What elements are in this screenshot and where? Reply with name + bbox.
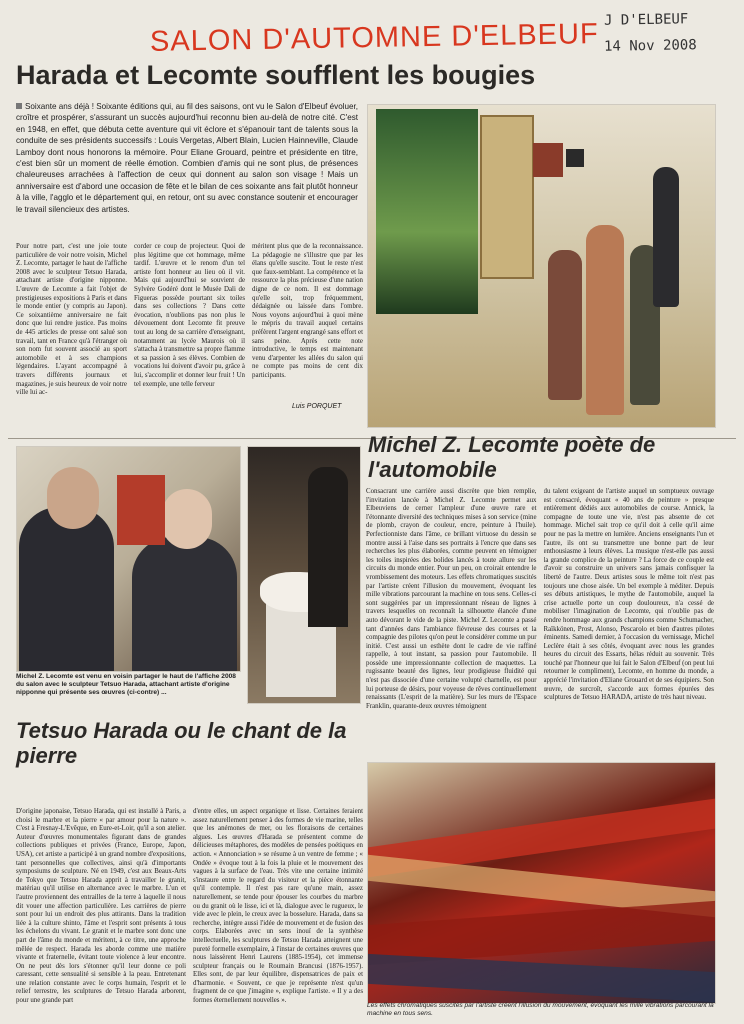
intro-column-2 [134, 243, 245, 403]
section-kicker: SALON D'AUTOMNE D'ELBEUF [149, 18, 599, 58]
lecomte-subheading: Michel Z. Lecomte poète de l'automobile [368, 432, 656, 482]
red-streak-2 [368, 901, 715, 965]
intro-col-1-text: Pour notre part, c'est une joie toute particulière de voir notre voisin, Michel Z. Lecomte, partager le haut de l'affiche 2008 avec le sculpteur Tetsuo Harada, attachant artiste d'origine nipponne. L'œuvre de Lecomte a fait l'objet de prestigieuses expositions à Paris et dans le monde entier (y compris au Japon). Ce soixantième anniversaire ne fait donc que lui rendre justice. Pas moins de 445 articles de presse ont salué son travail, tant en France qu'à l'étranger où son nom fut souvent associé au sport automobile et à ses champions légendaires. L'ayant accompagné à travers différents journaux et magazines, je suis heureux de voir notre ville lui ac- [16, 243, 127, 397]
standing-visitor-shape [308, 467, 348, 627]
harada-column-1 [16, 808, 186, 1020]
lecomte-columns [366, 488, 714, 750]
visitor-figure-1 [548, 250, 582, 400]
face-shape-1 [47, 467, 99, 529]
harada-columns [16, 808, 363, 1020]
intro-col-2-text: corder ce coup de projecteur. Quoi de plus légitime que cet hommage, même tardif. L'œuvre et le renom d'un tel artiste font honneur au lieu où il vit. Mais qui aujourd'hui se souvient de Sylvère Godéré dont le Musée Dali de Figueras possède pourtant six toiles dans ses collections ? Dans cette évocation, n'oublions pas non plus le dévouement dont Lecomte fit preuve tout au long de sa carrière d'enseignant, notamment au lycée Maurois où il s'attacha à transmettre sa propre flamme et sa passion à ses élèves. Combien de vocations lui doivent d'avoir pu, grâce à lui, s'accomplir et donner leur fruit ! Un tel exemple, une telle ferveur [134, 243, 245, 388]
blue-streak [368, 954, 715, 1002]
harada-subheading: Tetsuo Harada ou le chant de la pierre [16, 718, 347, 768]
author-signature: Luis PORQUET [292, 403, 342, 410]
portrait-photo [16, 446, 241, 672]
sculpture-photo [247, 446, 361, 704]
person-harada-shape [132, 537, 237, 671]
intro-col-3-text: méritent plus que de la reconnaissance. La pédagogie ne s'illustre que par les élans qu'elle suscite. Tout le reste n'est que faux-semblant. La compétence et la ressource la plus précieuse d'une nation digne de ce nom. Il est dommage qu'elle soit, trop fréquemment, dédaignée ou laissée dans l'ombre. Nous voyons aujourd'hui à quoi mène le mépris du travail auquel certains préfèrent l'argent engrangé sans effort et sans peine. Après cette note introductive, le temps est maintenant venu d'arpenter les allées du salon qui ne compte pas moins de cent dix participants. [252, 243, 363, 379]
headline: Harada et Lecomte soufflent les bougies [16, 60, 536, 90]
intro-columns [16, 243, 363, 403]
person-lecomte-shape [19, 507, 114, 671]
harada-col-2-text: d'entre elles, un aspect organique et lisse. Certaines feraient assez naturellement penser à des formes de vie marine, telles que les anémones de mer, ou les floraisons de certaines algues. Les œuvres d'Harada se présentent comme de délicieuses métaphores, des modèles de pensées poétiques en action. « Annonciation » se résume à un ventre de femme ; « Ondée » évoque tout à la fois la pluie et le mouvement des vagues à la surface de l'eau. Très vite une certaine intimité s'instaure entre le regard du visiteur et la pièce étonnante qu'il contemple. Il n'est pas rare qu'une main, assez naturellement, se tende pour épouser les courbes du marbre ou du granit où le lisse, ici et là, dialogue avec le rugueux, le vide avec le plein, le creux avec la bosselure. Harada, dans sa recherche, intègre aussi l'idée de mouvement et de fusion des corps. Elaborées avec un sens inouï de la synthèse intellectuelle, les sculptures de Tetsuo Harada atteignent une pureté formelle exemplaire, à l'instar de certaines œuvres que nous laissèrent Henri Laurens (1885-1954), cet immense sculpteur français ou le Roumain Brancusi (1876-1957). Elles sont, de par leur équilibre, dispensatrices de paix et d'harmonie. « Souvent, ce que je représente n'est qu'un fragment de ce que j'imagine », explique l'artiste. « Il y a des formes éternellement nouvelles ». [193, 808, 363, 1005]
handwritten-date: 14 Nov 2008 [603, 37, 697, 55]
bullet-square-icon [16, 103, 22, 109]
painting-frame-shape [480, 115, 534, 279]
small-frame-shape [566, 149, 584, 167]
lecomte-column-2 [544, 488, 715, 750]
lecomte-col-2-text: du talent exigeant de l'artiste auquel un somptueux ouvrage est consacré, évoquant « 40 ans de peinture » presque entièrement dédiés aux automobiles de course. Annick, la compagne de toute une vie, n'est pas absente de cet hommage. Michel sait trop ce qu'il doit à celle qu'il aime pour ne pas la mettre en lumière. Anciens enseignants l'un et l'autre, ils ont su transmettre une bonne part de leur enthousiasme à leurs élèves. La musique n'est-elle pas aussi la grande complice de la peinture ? La force de ce couple est d'avoir su construire un univers sans jamais confisquer la liberté de l'autre. Deux artistes sous le même toit n'est pas toujours une chose aisée. Un bel exemple à méditer. Depuis ses débuts artistiques, le mythe de l'automobile, auquel la crise actuelle porte un coup douloureux, n'a cessé de mobiliser l'imagination de Lecomte, qui n'oublie pas de rendre hommage aux grands champions comme Schumacher, Raïkkönen, Prost, Alonso, Pescarolo et bien d'autres pilotes éminents. Samedi dernier, à l'occasion du vernissage, Michel Leclère était à ses côtés, évoquant avec nous les grandes heures du circuit des Essarts, hélas réduit au souvenir. Très touché par l'honneur que lui fait le Salon d'Elbeuf (on peut lui retourner le compliment), Lecomte, en homme du monde, a apprécié l'invitation d'Eliane Grouard et de ses équipiers. Son œuvre, de surcroît, s'accorde aux formes épurées des sculptures de Tetsuo HARADA, artiste de très haut niveau. [543, 488, 714, 702]
harada-col-1-text: D'origine japonaise, Tetsuo Harada, qui est installé à Paris, a choisi le marbre et la pierre « par amour pour la nature ». C'est à Fresnay-L'Evêque, en Eure-et-Loir, qu'il a son atelier. Auteur d'œuvres monumentales figurant dans de grandes collections publiques et privées (France, Europe, Japon, USA), cet artiste a participé à un grand nombre d'expositions, tant personnelles que collectives, ainsi qu'à d'importants symposiums de sculpture. Né en 1949, c'est aux Beaux-Arts de Tokyo que Tetsuo Harada apprit à travailler le granit, matériau qu'il utilise en alternance avec le marbre. L'un et l'autre proviennent des entrailles de la terre à laquelle il nous dit vouer une affection particulière. Les carrières de pierre sont pour lui un endroit des plus attirants. Dans la tradition liée à la culture shinto, l'âme et l'esprit sont présents à tous les échelons du vivant. Le granit et le marbre sont donc une part de l'âme du monde et méritent, à ce titre, une approche mêlée de respect. Harada les aborde comme une matière vivante et fraternelle, évitant toute violence à leur encontre. On ne peut dès lors s'étonner qu'il leur donne ce poli caressant, cette sensualité si sensible à la peau. Entretenant une relation constante avec le corps humain, l'esprit et le relief terrestre, les sculptures de Tetsuo Harada arborent, pour une grande part [16, 808, 186, 1005]
lead-text: Soixante ans déjà ! Soixante éditions qui, au fil des saisons, ont vu le Salon d'Elbeuf évoluer, croître et prospérer, s'assurant un succès aujourd'hui reconnu bien au-delà de notre cité. C'est en 1948, en effet, que débuta cette aventure qui vit éclore et s'épanouir tant de talents sous la conduite de ses présidents successifs : Louis Vergetas, Albert Blain, Lucien Hainneville, Claude Lamboy dont nous honorons la mémoire. Pour Eliane Grouard, peintre et présidente en titre, c'est bien sûr un moment de réelle émotion. Combien d'amis qui ne sont plus, de présences chaleureuses arrachées à l'affection de ceux qui donnent au salon son visage ! Mais un anniversaire est d'abord une occasion de fête et le bilan de ces soixante ans fait plutôt honneur à la ville, l'agglo et le département qui, en retour, ont su avec constance soutenir et encourager le travail silencieux des artistes. [16, 102, 358, 214]
lead-paragraph [16, 101, 358, 215]
racing-painting-photo [367, 762, 716, 1004]
intro-column-1 [16, 243, 127, 403]
painting-caption: Les effets chromatiques suscités par l'artiste créent l'illusion du mouvement, évoquant les mille vibrations parcourant la machine en tous sens. [367, 1002, 714, 1017]
intro-column-3 [252, 243, 363, 403]
visitor-figure-2 [586, 225, 624, 415]
handwritten-source: J D'ELBEUF [603, 11, 689, 29]
green-painting-shape [376, 109, 478, 314]
harada-column-2 [193, 808, 363, 1020]
lecomte-column-1 [366, 488, 537, 750]
visitor-figure-4 [653, 167, 679, 307]
portrait-caption: Michel Z. Lecomte est venu en voisin partager le haut de l'affiche 2008 du salon avec le sculpteur Tetsuo Harada, attachant artiste d'origine nipponne qui présente ses œuvres (ci-contre) ... [16, 673, 236, 696]
small-painting-shape [533, 143, 563, 177]
lecomte-col-1-text: Consacrant une carrière aussi discrète que bien remplie, l'invitation lancée à Michel Z. Lecomte permet aux Elbeuviens de cerner l'ampleur d'une œuvre rare et l'étonnante diversité des techniques mises à son service (mine de plomb, crayon de couleur, encre, peinture à l'huile). Perfectionniste dans l'âme, ce brillant virtuose du dessin se montre aussi à l'aise dans ses portraits à l'encre que dans ses recherches les plus élaborées, comme peuvent en témoigner les toiles inspirées des bolides lancés à toute allure sur les circuits du monde entier. Pour un peu, on croirait entendre le vrombissement des moteurs. Les effets chromatiques suscités par l'artiste créent l'illusion du mouvement, évoquant les mille vibrations parcourant la machine en tous sens. Celles-ci sont suggérées par un impressionnant réseau de lignes à travers lesquelles on reconnaît la silhouette élancée d'une auto dévorant le vide de la piste. Michel Z. Lecomte a passé tant d'années dans l'ambiance fiévreuse des courses et la compagnie des pilotes qu'on peut le considérer comme un pur initié. C'est aussi un esthète dont le cadre de vie raffiné rappelle, à tout instant, sa passion pour l'automobile. Il possède une impressionnante collection de maquettes. La rugissante beauté des lignes, leur prodigieuse fluidité qui n'est pas dissociée d'une certaine volupté charnelle, est pour lui porteuse de désirs, pour voyeuse de rêves continuellement renaissants (L'esprit de la matière). Sur les murs de l'Espace Franklin, quarante-deux œuvres témoignent [366, 488, 537, 710]
background-painting-shape [117, 475, 165, 545]
face-shape-2 [162, 489, 212, 549]
gallery-photo [367, 104, 716, 428]
